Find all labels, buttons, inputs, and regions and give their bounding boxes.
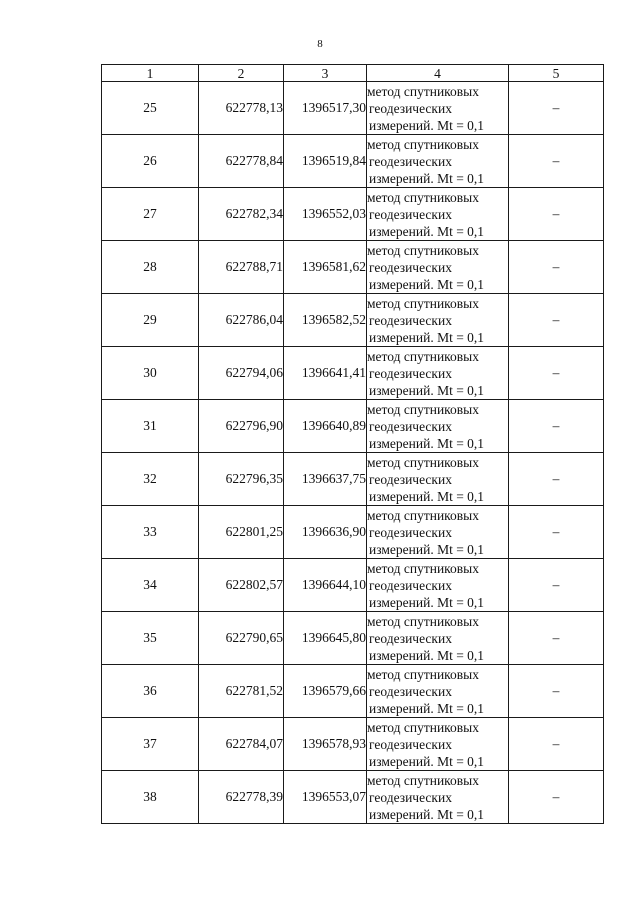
method-cell [367,347,509,400]
table-row [102,665,604,718]
point-number-cell: 32 [102,453,199,506]
point-number-cell: 37 [102,718,199,771]
method-cell [367,241,509,294]
column-header: 5 [509,65,604,82]
method-cell [367,771,509,824]
table-header-row [102,65,604,82]
table-row [102,771,604,824]
column-header: 1 [102,65,199,82]
method-line: измерений. Mt = 0,1 [369,647,485,663]
method-cell [367,506,509,559]
point-number-cell: 28 [102,241,199,294]
note-cell: – [509,241,604,294]
method-line: геодезических [369,471,452,487]
note-cell: – [509,347,604,400]
note-cell: – [509,665,604,718]
method-line: метод спутниковых [367,242,479,258]
point-number-cell: 33 [102,506,199,559]
method-line: метод спутниковых [367,772,479,788]
coordinate-y-cell: 1396636,90 [284,506,367,559]
method-cell [367,82,509,135]
coordinate-x-cell: 622802,57 [199,559,284,612]
coordinate-y-cell: 1396640,89 [284,400,367,453]
coordinate-y-cell: 1396517,30 [284,82,367,135]
method-line: измерений. Mt = 0,1 [369,753,485,769]
point-number-cell: 26 [102,135,199,188]
point-number-cell: 27 [102,188,199,241]
page-number: 8 [317,38,323,50]
coordinate-y-cell: 1396637,75 [284,453,367,506]
method-cell [367,400,509,453]
point-number-cell: 29 [102,294,199,347]
method-cell [367,718,509,771]
table-row [102,718,604,771]
method-line: метод спутниковых [367,719,479,735]
coordinate-y-cell: 1396519,84 [284,135,367,188]
method-line: метод спутниковых [367,295,479,311]
note-cell: – [509,400,604,453]
coordinate-y-cell: 1396553,07 [284,771,367,824]
method-line: геодезических [369,630,452,646]
coordinate-x-cell: 622801,25 [199,506,284,559]
method-line: метод спутниковых [367,401,479,417]
method-line: геодезических [369,312,452,328]
column-header: 4 [367,65,509,82]
coordinate-y-cell: 1396641,41 [284,347,367,400]
method-line: метод спутниковых [367,348,479,364]
column-header: 2 [199,65,284,82]
point-number-cell: 36 [102,665,199,718]
method-line: геодезических [369,153,452,169]
table-row [102,82,604,135]
coordinate-x-cell: 622788,71 [199,241,284,294]
method-line: измерений. Mt = 0,1 [369,223,485,239]
note-cell: – [509,453,604,506]
column-header: 3 [284,65,367,82]
method-line: метод спутниковых [367,83,479,99]
note-cell: – [509,135,604,188]
point-number-cell: 35 [102,612,199,665]
note-cell: – [509,559,604,612]
method-line: измерений. Mt = 0,1 [369,170,485,186]
coordinate-x-cell: 622796,35 [199,453,284,506]
note-cell: – [509,294,604,347]
method-cell [367,294,509,347]
table-row [102,506,604,559]
method-line: геодезических [369,259,452,275]
method-line: измерений. Mt = 0,1 [369,594,485,610]
coordinate-y-cell: 1396578,93 [284,718,367,771]
table-row [102,188,604,241]
method-line: метод спутниковых [367,136,479,152]
method-line: геодезических [369,683,452,699]
method-line: геодезических [369,418,452,434]
method-cell [367,559,509,612]
point-number-cell: 30 [102,347,199,400]
method-line: метод спутниковых [367,560,479,576]
method-cell [367,665,509,718]
method-line: метод спутниковых [367,454,479,470]
note-cell: – [509,506,604,559]
coordinate-x-cell: 622790,65 [199,612,284,665]
table-row [102,559,604,612]
method-line: измерений. Mt = 0,1 [369,488,485,504]
table-row [102,294,604,347]
table-row [102,347,604,400]
method-line: измерений. Mt = 0,1 [369,117,485,133]
method-line: метод спутниковых [367,189,479,205]
method-line: геодезических [369,524,452,540]
coordinate-x-cell: 622781,52 [199,665,284,718]
coordinate-x-cell: 622778,39 [199,771,284,824]
coordinate-x-cell: 622778,84 [199,135,284,188]
method-line: геодезических [369,100,452,116]
method-line: измерений. Mt = 0,1 [369,700,485,716]
method-cell [367,453,509,506]
method-cell [367,612,509,665]
method-line: геодезических [369,365,452,381]
table-row [102,241,604,294]
coordinate-x-cell: 622782,34 [199,188,284,241]
method-line: измерений. Mt = 0,1 [369,329,485,345]
coordinate-y-cell: 1396582,52 [284,294,367,347]
method-line: измерений. Mt = 0,1 [369,435,485,451]
table-row [102,135,604,188]
note-cell: – [509,612,604,665]
point-number-cell: 38 [102,771,199,824]
table-row [102,612,604,665]
coordinates-table [101,64,604,824]
coordinate-x-cell: 622778,13 [199,82,284,135]
table-row [102,453,604,506]
point-number-cell: 25 [102,82,199,135]
method-line: метод спутниковых [367,507,479,523]
table-body [102,65,604,824]
note-cell: – [509,188,604,241]
point-number-cell: 31 [102,400,199,453]
method-cell [367,188,509,241]
coordinate-x-cell: 622786,04 [199,294,284,347]
method-line: геодезических [369,736,452,752]
method-cell [367,135,509,188]
table-row [102,400,604,453]
coordinate-y-cell: 1396552,03 [284,188,367,241]
coordinate-y-cell: 1396644,10 [284,559,367,612]
coordinate-x-cell: 622784,07 [199,718,284,771]
method-line: измерений. Mt = 0,1 [369,276,485,292]
coordinate-y-cell: 1396645,80 [284,612,367,665]
coordinate-x-cell: 622794,06 [199,347,284,400]
method-line: метод спутниковых [367,666,479,682]
method-line: геодезических [369,206,452,222]
coordinate-y-cell: 1396579,66 [284,665,367,718]
method-line: измерений. Mt = 0,1 [369,806,485,822]
point-number-cell: 34 [102,559,199,612]
method-line: измерений. Mt = 0,1 [369,382,485,398]
coordinate-x-cell: 622796,90 [199,400,284,453]
note-cell: – [509,771,604,824]
method-line: геодезических [369,789,452,805]
note-cell: – [509,82,604,135]
method-line: геодезических [369,577,452,593]
method-line: измерений. Mt = 0,1 [369,541,485,557]
coordinate-y-cell: 1396581,62 [284,241,367,294]
note-cell: – [509,718,604,771]
method-line: метод спутниковых [367,613,479,629]
